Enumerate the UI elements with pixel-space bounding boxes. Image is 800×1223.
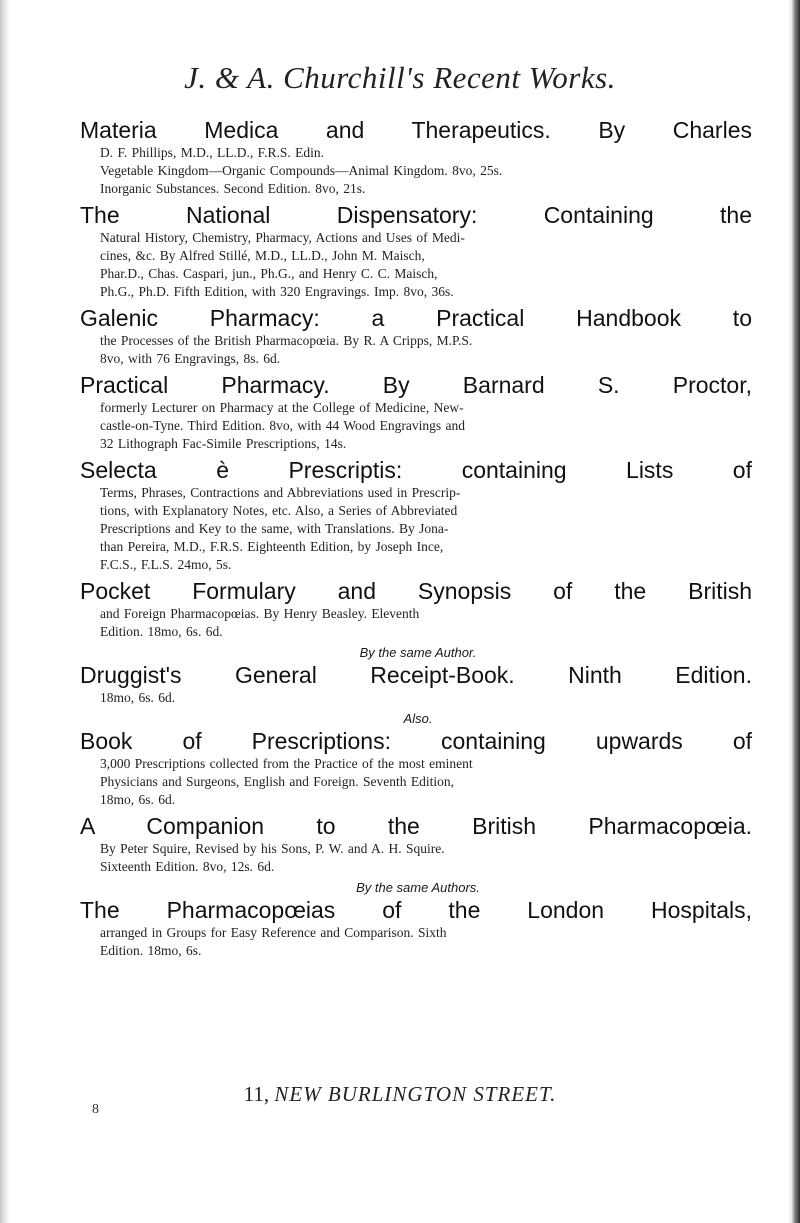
book-title: Selecta è Prescriptis: containing Lists of <box>80 457 752 483</box>
desc-line: Terms, Phrases, Contractions and Abbreviations used in Prescrip- <box>100 485 461 500</box>
scan-edge-left <box>0 0 10 1223</box>
book-entry <box>80 117 752 198</box>
desc-line: tions, with Explanatory Notes, etc. Also, a Series of Abbreviated <box>100 503 458 518</box>
book-title: Practical Pharmacy. By Barnard S. Proctor, <box>80 372 752 398</box>
desc-line: 18mo, 6s. 6d. <box>100 690 176 705</box>
book-title: A Companion to the British Pharmacopœia. <box>80 813 752 839</box>
desc-line: castle-on-Tyne. Third Edition. 8vo, with 44 Wood Engravings and <box>100 418 466 433</box>
desc-line: Natural History, Chemistry, Pharmacy, Actions and Uses of Medi- <box>100 230 465 245</box>
desc-line: Edition. 18mo, 6s. 6d. <box>100 624 223 639</box>
desc-line: Vegetable Kingdom—Organic Compounds—Animal Kingdom. 8vo, 25s. <box>100 163 503 178</box>
book-entry <box>80 813 752 876</box>
byline: Also. <box>403 711 433 726</box>
desc-line: Physicians and Surgeons, English and Foreign. Seventh Edition, <box>100 774 454 789</box>
desc-line: Phar.D., Chas. Caspari, jun., Ph.G., and Henry C. C. Maisch, <box>100 266 438 281</box>
book-entry <box>80 372 752 453</box>
desc-line: By Peter Squire, Revised by his Sons, P. W. and A. H. Squire. <box>100 841 445 856</box>
desc-line: Inorganic Substances. Second Edition. 8vo, 21s. <box>100 181 366 196</box>
book-title: Druggist's General Receipt-Book. Ninth Edition. <box>80 662 752 688</box>
page-header: J. & A. Churchill's Recent Works. <box>184 60 616 95</box>
desc-line: Prescriptions and Key to the same, with Translations. By Jona- <box>100 521 449 536</box>
book-description <box>84 399 752 453</box>
address-number: 11, <box>243 1082 270 1106</box>
book-description <box>84 840 752 876</box>
book-description <box>84 755 752 809</box>
book-title: Galenic Pharmacy: a Practical Handbook to <box>80 305 752 331</box>
book-description <box>84 689 752 707</box>
desc-line: arranged in Groups for Easy Reference and Comparison. Sixth <box>100 925 447 940</box>
desc-line: D. F. Phillips, M.D., LL.D., F.R.S. Edin. <box>100 145 324 160</box>
desc-line: F.C.S., F.L.S. 24mo, 5s. <box>100 557 232 572</box>
desc-line: than Pereira, M.D., F.R.S. Eighteenth Edition, by Joseph Ince, <box>100 539 444 554</box>
desc-line: cines, &c. By Alfred Stillé, M.D., LL.D., John M. Maisch, <box>100 248 425 263</box>
desc-line: 3,000 Prescriptions collected from the Practice of the most eminent <box>100 756 473 771</box>
book-description <box>84 484 752 574</box>
publisher-address <box>0 1082 800 1107</box>
book-title: Pocket Formulary and Synopsis of the British <box>80 578 752 604</box>
byline: By the same Authors. <box>356 880 480 895</box>
desc-line: Edition. 18mo, 6s. <box>100 943 202 958</box>
book-entry <box>80 711 752 809</box>
desc-line: formerly Lecturer on Pharmacy at the College of Medicine, New- <box>100 400 464 415</box>
desc-line: 32 Lithograph Fac-Simile Prescriptions, 14s. <box>100 436 347 451</box>
book-title: The Pharmacopœias of the London Hospitals, <box>80 897 752 923</box>
desc-line: 18mo, 6s. 6d. <box>100 792 176 807</box>
book-title: Materia Medica and Therapeutics. By Charles <box>80 117 752 143</box>
book-entry <box>80 645 752 707</box>
book-description <box>84 229 752 301</box>
book-entry <box>80 202 752 301</box>
book-title: The National Dispensatory: Containing the <box>80 202 752 228</box>
book-entry <box>80 457 752 574</box>
book-description <box>84 332 752 368</box>
desc-line: 8vo, with 76 Engravings, 8s. 6d. <box>100 351 281 366</box>
book-list <box>80 117 752 964</box>
book-entry <box>80 578 752 641</box>
desc-line: and Foreign Pharmacopœias. By Henry Beasley. Eleventh <box>100 606 420 621</box>
book-description <box>84 605 752 641</box>
book-entry <box>80 305 752 368</box>
page-number: 8 <box>92 1102 99 1117</box>
desc-line: Sixteenth Edition. 8vo, 12s. 6d. <box>100 859 275 874</box>
book-title: Book of Prescriptions: containing upwards of <box>80 728 752 754</box>
byline: By the same Author. <box>359 645 477 660</box>
address-street: NEW BURLINGTON STREET. <box>274 1082 557 1106</box>
book-description <box>84 144 752 198</box>
desc-line: the Processes of the British Pharmacopœia. By R. A Cripps, M.P.S. <box>100 333 473 348</box>
scan-edge-right <box>788 0 800 1223</box>
desc-line: Ph.G., Ph.D. Fifth Edition, with 320 Engravings. Imp. 8vo, 36s. <box>100 284 454 299</box>
book-entry <box>80 880 752 960</box>
book-description <box>84 924 752 960</box>
